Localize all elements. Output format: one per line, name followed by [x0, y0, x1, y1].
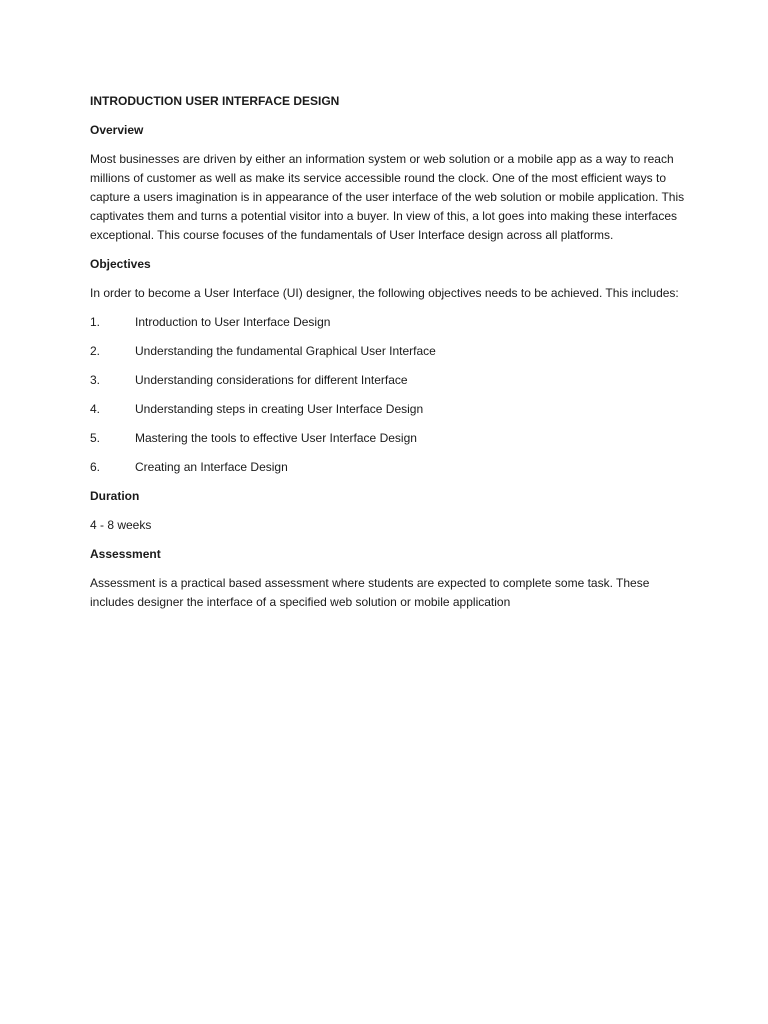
objectives-intro: In order to become a User Interface (UI) designer, the following objectives needs to be achieved. This includes: — [90, 286, 679, 300]
document-page — [90, 92, 690, 622]
list-item-text: Understanding the fundamental Graphical User Interface — [135, 344, 436, 358]
list-item-number: 4. — [90, 402, 101, 416]
assessment-paragraph: Assessment is a practical based assessment where students are expected to complete some task. These includes designer the interface of a specified web solution or mobile application — [90, 576, 650, 609]
list-item — [90, 400, 690, 419]
duration-heading: Duration — [90, 489, 140, 503]
objectives-list — [90, 313, 690, 477]
list-item — [90, 371, 690, 390]
list-item-text: Creating an Interface Design — [135, 460, 288, 474]
overview-paragraph: Most businesses are driven by either an information system or web solution or a mobile app as a way to reach millions of customer as well as make its service accessible round the clock. One of the most efficient ways to capture a users imagination is in appearance of the user interface of the web solution or mobile application. This captivates them and turns a potential visitor into a buyer. In view of this, a lot goes into making these interfaces exceptional. This course focuses of the fundamentals of User Interface design across all platforms. — [90, 152, 685, 242]
list-item-number: 2. — [90, 344, 101, 358]
document-title: INTRODUCTION USER INTERFACE DESIGN — [90, 94, 340, 108]
list-item — [90, 429, 690, 448]
overview-heading: Overview — [90, 123, 144, 137]
list-item-number: 3. — [90, 373, 101, 387]
list-item-number: 1. — [90, 315, 101, 329]
list-item-text: Understanding steps in creating User Interface Design — [135, 402, 424, 416]
objectives-heading: Objectives — [90, 257, 151, 271]
list-item — [90, 458, 690, 477]
list-item-text: Mastering the tools to effective User Interface Design — [135, 431, 417, 445]
assessment-heading: Assessment — [90, 547, 161, 561]
list-item-text: Understanding considerations for different Interface — [135, 373, 408, 387]
list-item-number: 5. — [90, 431, 101, 445]
duration-value: 4 - 8 weeks — [90, 518, 152, 532]
list-item — [90, 313, 690, 332]
list-item-text: Introduction to User Interface Design — [135, 315, 331, 329]
list-item-number: 6. — [90, 460, 101, 474]
list-item — [90, 342, 690, 361]
